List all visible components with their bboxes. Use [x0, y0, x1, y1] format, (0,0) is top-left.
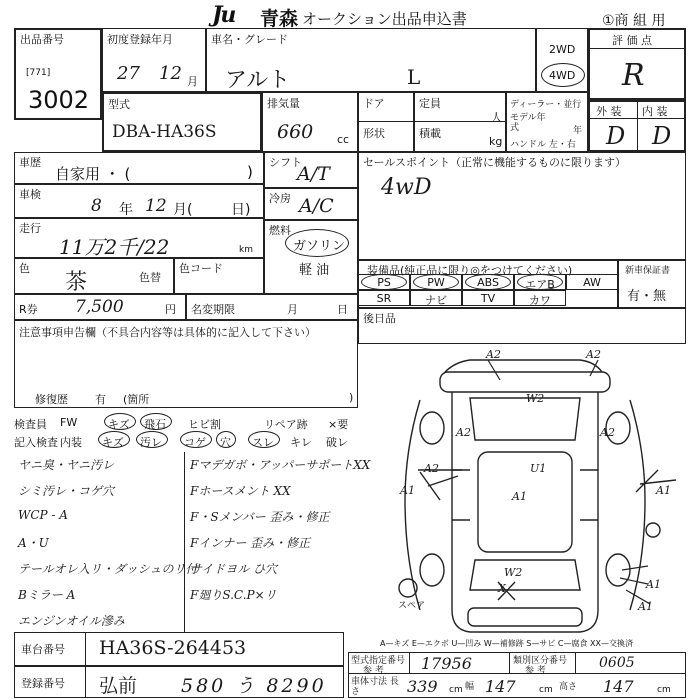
- plate-box: [14, 666, 344, 698]
- remark-left: エンジンオイル滲み: [18, 614, 125, 628]
- entry-item: キズ: [102, 436, 124, 449]
- dealer-label: ディーラー・並行: [510, 100, 582, 110]
- color-label: 色: [19, 262, 30, 275]
- inspection-year: 8: [91, 196, 102, 216]
- aircon-label: 冷房: [269, 192, 291, 205]
- doors-label: ドア: [363, 97, 385, 110]
- entry-item: 穴: [220, 436, 231, 449]
- registration-month-unit: 月: [187, 75, 198, 88]
- color-value: 茶: [65, 270, 88, 295]
- equipment-item-label: PS: [377, 276, 391, 289]
- brand-name: 青森: [260, 8, 299, 30]
- load-label: 積載: [419, 127, 441, 140]
- diagram-mark: A2: [586, 348, 601, 361]
- model-year-unit: 年: [573, 126, 583, 136]
- height-unit: cm: [657, 685, 671, 695]
- category-value: 0605: [599, 655, 635, 671]
- lot-label: 出品番号: [20, 33, 64, 46]
- drive-4wd: 4WD: [549, 69, 576, 82]
- inspector-fw: FW: [60, 416, 78, 429]
- equipment-item-label: AW: [583, 276, 601, 289]
- brand-logo: Ju: [212, 2, 235, 28]
- recycle-label: R券: [19, 303, 38, 316]
- equipment-item-label: SR: [376, 292, 392, 305]
- remark-right: Fホースメント XX: [190, 484, 291, 498]
- inspector-item: ×要: [328, 418, 349, 431]
- diagram-mark: U1: [530, 462, 547, 475]
- registration-label: 初度登録年月: [107, 33, 173, 46]
- diagram-mark: A2: [424, 462, 439, 475]
- diagram-mark: A1: [638, 600, 653, 613]
- chassis-label: 車台番号: [21, 643, 65, 656]
- height-value: 147: [603, 677, 634, 696]
- history-close: ): [247, 163, 253, 181]
- registration-year: 27: [117, 63, 140, 84]
- aircon-value: A/C: [299, 195, 334, 217]
- equipment-item-label: カワ: [529, 294, 551, 307]
- model-value: DBA-HA36S: [112, 122, 217, 142]
- model-year-label: モデル年 式: [510, 113, 546, 133]
- name-change-month: 月: [287, 303, 298, 316]
- designation-label: 型式指定番号: [351, 656, 406, 666]
- remark-left: Bミラー A: [18, 588, 76, 602]
- capacity-label: 定員: [419, 97, 441, 110]
- rating-label: 評 価 点: [612, 34, 652, 47]
- load-unit: kg: [489, 135, 503, 148]
- fuel-other: 軽 油: [299, 263, 330, 278]
- reference-box: [348, 652, 686, 698]
- sales-point-label: セールスポイント（正常に機能するものに限ります）: [363, 156, 627, 169]
- inspector-item: 飛石: [144, 418, 166, 431]
- diagram-mark: W2: [504, 566, 523, 579]
- width-label: 幅: [465, 682, 475, 692]
- mileage-label: 走行: [19, 222, 41, 235]
- name-change-label: 名変期限: [191, 303, 235, 316]
- entry-item: 汚レ: [140, 436, 162, 449]
- damage-legend: A—キズ E—エクボ U—凹み W—補修跡 S—サビ C—腐食 XX—交換済: [380, 639, 634, 648]
- lot-code: [771]: [26, 68, 51, 78]
- warranty-label: 新車保証書: [625, 266, 671, 276]
- copy-label: ①商 組 用: [602, 13, 666, 29]
- length-unit: cm: [449, 685, 463, 695]
- equipment-item-label: ナビ: [425, 294, 447, 307]
- remark-left: シミ汚レ・コゲ穴: [18, 484, 115, 498]
- recycle-unit: 円: [165, 303, 176, 316]
- inspection-label: 車検: [19, 188, 41, 201]
- spare-label: スペア: [398, 601, 426, 611]
- entry-item: 破レ: [326, 436, 348, 449]
- history-label: 車歴: [19, 156, 41, 169]
- warranty-value: 有・無: [627, 289, 667, 304]
- remark-left: WCP - A: [18, 508, 68, 522]
- mileage-value: 11万2千/22: [59, 235, 170, 259]
- sales-point-value: 4wD: [381, 175, 432, 200]
- remark-right: サイドヨル ひ穴: [190, 562, 277, 576]
- form-title: オークション出品申込書: [302, 10, 467, 28]
- diagram-mark: A2: [600, 426, 615, 439]
- diagram-mark: A2: [486, 348, 501, 361]
- designation-reference: 参 考: [363, 666, 384, 676]
- length-label: 車体寸法 長さ: [351, 677, 399, 697]
- equipment-label: 装備品(純正品に限り◎をつけてください): [367, 264, 573, 277]
- inspector-label: 検査員: [14, 418, 47, 431]
- notes-label: 注意事項申告欄（不具合内容等は具体的に記入して下さい）: [19, 326, 316, 339]
- length-value: 339: [407, 677, 438, 696]
- color-change-label: 色替: [139, 271, 161, 284]
- car-name-label: 車名・グレード: [211, 33, 288, 46]
- remark-right: Fマデガボ・アッパーサポートXX: [190, 458, 371, 472]
- drive-2wd: 2WD: [549, 43, 576, 56]
- displacement-unit: cc: [337, 133, 350, 146]
- car-grade-value: L: [407, 65, 421, 89]
- equipment-item-label: エアB: [525, 278, 555, 291]
- inspection-day-unit: 日): [231, 202, 251, 218]
- inspection-month: 12: [145, 196, 167, 216]
- model-label: 型式: [108, 98, 130, 111]
- diagram-mark: A2: [456, 426, 471, 439]
- designation-value: 17956: [421, 654, 472, 673]
- displacement-value: 660: [277, 121, 314, 143]
- plate-number: 580 う 8290: [181, 675, 327, 697]
- recycle-value: 7,500: [75, 297, 124, 317]
- car-name-value: アルト: [225, 68, 291, 93]
- history-value: 自家用 ・ (: [55, 165, 131, 183]
- after-date-label: 後日品: [363, 312, 396, 325]
- inspector-item: キズ: [108, 418, 130, 431]
- diagram-mark: A1: [656, 484, 671, 497]
- remark-right: Fインナー 歪み・修正: [190, 536, 311, 550]
- shift-label: シフト: [269, 156, 302, 169]
- diagram-mark: A1: [400, 484, 415, 497]
- shape-label: 形状: [363, 127, 385, 140]
- diagram-mark: A1: [512, 490, 527, 503]
- remark-left: ヤニ臭・ヤニ汚レ: [18, 458, 115, 472]
- plate-label: 登録番号: [21, 677, 65, 690]
- entry-item: キレ: [290, 436, 312, 449]
- width-value: 147: [485, 677, 516, 696]
- remark-right: F・Sメンバー 歪み・修正: [190, 510, 330, 524]
- remark-left: A・U: [18, 536, 49, 550]
- entry-item: スレ: [252, 436, 274, 449]
- repair-paren: (箇所: [123, 393, 150, 406]
- mileage-unit: km: [239, 245, 253, 255]
- lot-number: 3002: [28, 86, 90, 114]
- plate-city: 弘前: [99, 675, 138, 697]
- color-code-label: 色コード: [179, 262, 223, 275]
- exterior-label: 外 装: [596, 105, 622, 118]
- inspector-item: リペア跡: [264, 418, 308, 431]
- rating-value: R: [622, 58, 645, 93]
- diagram-mark: X: [498, 582, 506, 595]
- equipment-item-label: PW: [427, 276, 445, 289]
- equipment-item-label: ABS: [477, 276, 499, 289]
- exterior-value: D: [606, 122, 626, 150]
- repair-paren-close: ): [349, 391, 354, 404]
- interior-label: 内 装: [642, 105, 668, 118]
- registration-month: 12: [159, 63, 182, 84]
- fuel-value: ガソリン: [293, 239, 346, 254]
- inspection-month-unit: 月(: [173, 202, 193, 218]
- entry-interior-label: 内装: [60, 436, 82, 449]
- displacement-label: 排気量: [267, 97, 300, 110]
- repair-value: 有: [95, 393, 106, 406]
- interior-value: D: [652, 122, 672, 150]
- name-change-day: 日: [337, 303, 348, 316]
- shift-value: A/T: [297, 163, 330, 185]
- chassis-box: [14, 632, 344, 666]
- height-label: 高さ: [559, 682, 578, 692]
- inspector-item: ヒビ割: [188, 418, 221, 431]
- repair-label: 修復歴: [35, 393, 68, 406]
- remark-left: テールオレ入リ・ダッシュのリ付: [18, 562, 198, 576]
- entry-label: 記入検査: [14, 436, 58, 449]
- category-label: 類別区分番号: [513, 656, 568, 666]
- handle-label: ハンドル 左・右: [510, 140, 576, 150]
- fuel-label: 燃料: [269, 224, 291, 237]
- equipment-item-label: TV: [480, 292, 496, 305]
- remark-right: F廻りS.C.P×リ: [190, 588, 277, 602]
- entry-item: コゲ: [184, 436, 206, 449]
- width-unit: cm: [539, 685, 553, 695]
- capacity-unit: 人: [491, 111, 502, 124]
- diagram-mark: W2: [526, 392, 545, 405]
- inspection-year-unit: 年: [119, 202, 133, 218]
- chassis-value: HA36S-264453: [99, 637, 247, 659]
- category-reference: 参 考: [525, 666, 546, 676]
- diagram-mark: A1: [646, 578, 661, 591]
